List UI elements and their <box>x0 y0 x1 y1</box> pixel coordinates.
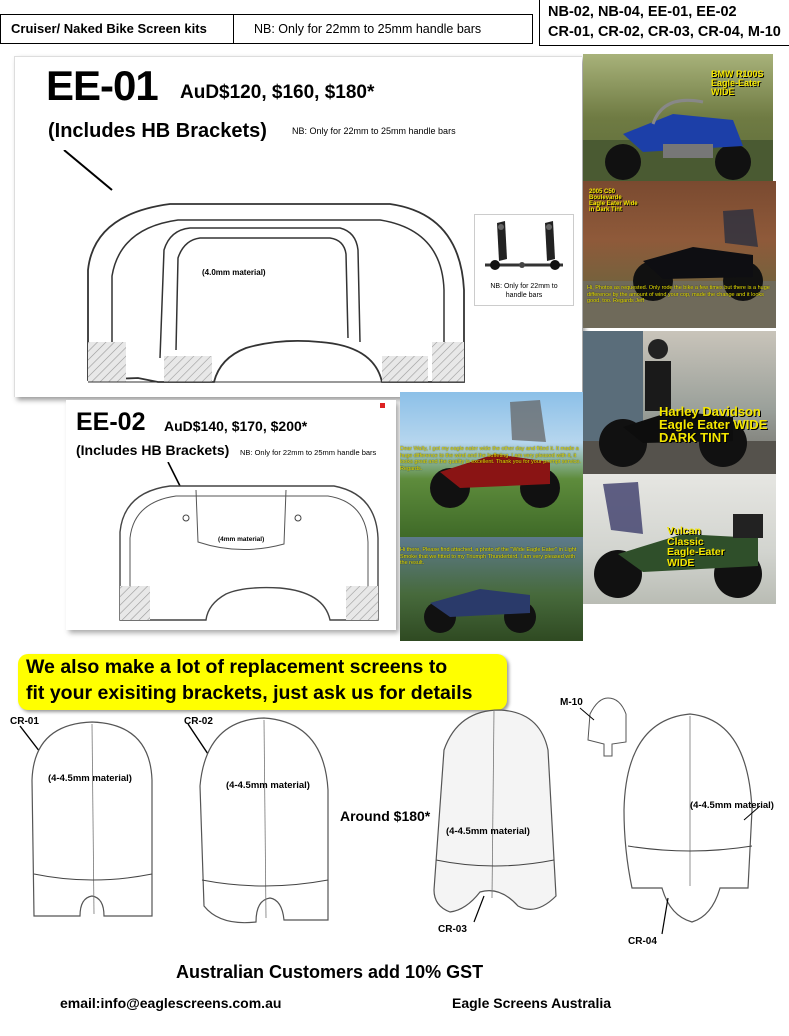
red-marker <box>380 403 385 408</box>
product-codes <box>539 0 789 46</box>
handlebar-brackets-image <box>475 215 573 277</box>
photo-middle-top <box>400 392 583 537</box>
ee02-nb: NB: Only for 22mm to 25mm handle bars <box>240 448 377 457</box>
photo-c50 <box>583 181 776 328</box>
company-name: Eagle Screens Australia <box>452 995 612 1011</box>
banner-line1: We also make a lot of replacement screens to <box>26 656 448 678</box>
ee01-material: (4.0mm material) <box>202 268 266 277</box>
photo-vulcan-caption: Vulcan Classic Eagle-Eater WIDE <box>667 525 725 569</box>
photo-c50-note: Hi, Photos as requested. Only rode the bike a few times but there is a huge difference by the amount of wind your cop, made the change and it looks good, too. Regards Jeff <box>587 285 770 304</box>
ee01-includes: (Includes HB Brackets) <box>48 120 267 142</box>
contact-email: email:info@eaglescreens.com.au <box>60 995 282 1011</box>
photo-middle-bottom <box>400 537 583 641</box>
cr03-label: CR-03 <box>438 924 467 935</box>
cr04-label: CR-04 <box>628 936 657 947</box>
photo-harley <box>583 331 776 474</box>
ee02-price: AuD$140, $170, $200* <box>164 418 308 434</box>
m10-label: M-10 <box>560 697 583 708</box>
photo-vulcan <box>583 474 776 604</box>
banner-line2: fit your exisiting brackets, just ask us for details <box>26 682 473 704</box>
ee01-price: AuD$120, $160, $180* <box>180 82 375 103</box>
cr03-material: (4-4.5mm material) <box>446 826 530 837</box>
product-codes-line1: NB-02, NB-04, EE-01, EE-02 <box>548 4 737 20</box>
photo-bmw-caption: BMW R100S Eagle-Eater WIDE <box>711 69 764 97</box>
photo-middle-top-note: Dear Wally, I got my eagle eater wide the other day and fitted it. It made a huge difference to the wind and the buffeting. I am very pleased with it, it looks great and the quality is excellent. Thank you for your prompt service. Regards. <box>400 446 581 472</box>
product-codes-line2: CR-01, CR-02, CR-03, CR-04, M-10 <box>548 24 781 40</box>
ee02-material: (4mm material) <box>218 536 265 543</box>
ee02-screen-drawing <box>110 462 392 627</box>
ee01-nb: NB: Only for 22mm to 25mm handle bars <box>292 126 456 136</box>
cr01-material: (4-4.5mm material) <box>48 773 132 784</box>
cr-screens-drawing <box>0 690 789 970</box>
header-nb-note: NB: Only for 22mm to 25mm handle bars <box>233 14 533 44</box>
ee02-includes: (Includes HB Brackets) <box>76 442 230 458</box>
photo-c50-caption: 2005 C50 Boulevarde Eagle Eater Wide in Dark Tint <box>589 189 638 213</box>
photo-bmw <box>583 54 773 181</box>
cr04-material: (4-4.5mm material) <box>690 800 774 811</box>
cr02-label: CR-02 <box>184 716 213 727</box>
photo-harley-caption: Harley Davidson Eagle Eater WIDE DARK TINT <box>659 404 768 445</box>
photo-middle-bottom-note: Hi there, Please find attached, a photo of the "Wide Eagle Eater" in Light Smoke that we fitted to my Triumph Thunderbird. I am very pleased with the result. <box>400 547 577 566</box>
gst-note: Australian Customers add 10% GST <box>176 962 484 982</box>
brackets-inset <box>474 214 574 306</box>
page-title: Cruiser/ Naked Bike Screen kits <box>0 14 233 44</box>
ee02-model: EE-02 <box>76 408 146 436</box>
ee01-screen-drawing <box>60 150 480 390</box>
cr02-material: (4-4.5mm material) <box>226 780 310 791</box>
ee01-model: EE-01 <box>46 62 158 109</box>
cr01-label: CR-01 <box>10 716 39 727</box>
cr-price: Around $180* <box>340 808 431 824</box>
brackets-caption: NB: Only for 22mm to handle bars <box>490 283 558 299</box>
